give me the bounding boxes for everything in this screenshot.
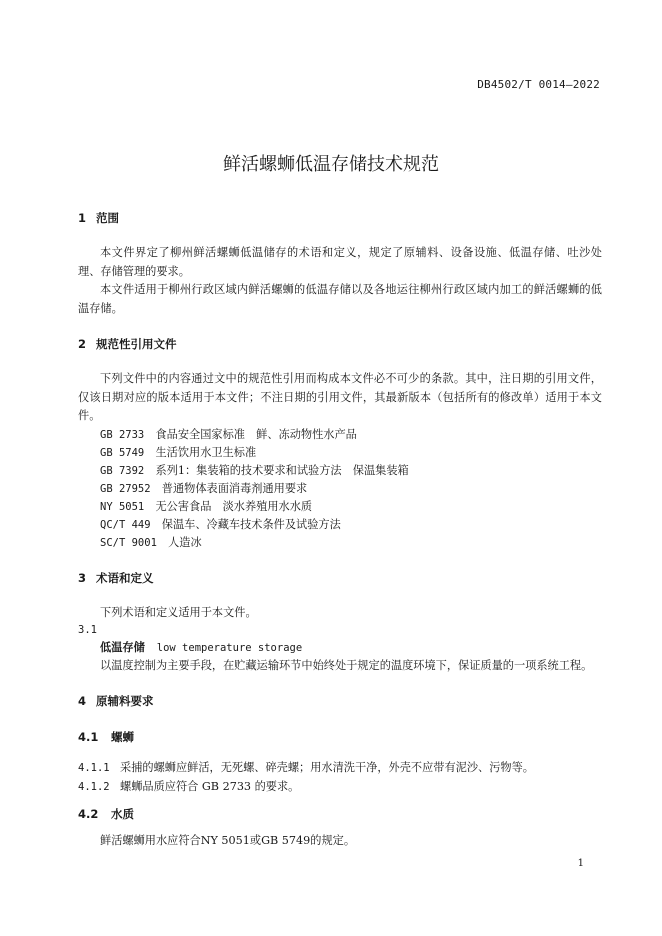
section-heading-normative-references — [78, 334, 602, 354]
section-number: 3 — [78, 570, 87, 585]
clause-number: 4.1.1 — [78, 762, 110, 774]
reference-title: 人造冰 — [168, 535, 202, 549]
subsection-title: 螺蛳 — [111, 730, 134, 744]
reference-item — [78, 516, 602, 534]
term-definition: 以温度控制为主要手段，在贮藏运输环节中始终处于规定的温度环境下，保证质量的一项系统工程。 — [100, 659, 593, 672]
subsection-number: 4.2 — [78, 807, 99, 821]
reference-code: GB 2733 — [100, 428, 145, 441]
term-english: low temperature storage — [156, 642, 303, 654]
paragraph: 下列术语和定义适用于本文件。 — [100, 605, 257, 619]
section-number: 4 — [78, 694, 87, 708]
reference-title: 食品安全国家标准 鲜、冻动物性水产品 — [155, 427, 357, 441]
reference-code: SC/T 9001 — [100, 536, 157, 549]
clause-number: 4.1.2 — [78, 780, 110, 793]
section-title: 原辅料要求 — [96, 694, 154, 708]
page-number: 1 — [577, 858, 584, 869]
subsection-heading-snail — [78, 727, 602, 747]
reference-item — [78, 444, 602, 462]
reference-item — [78, 480, 602, 498]
reference-item — [78, 426, 602, 444]
reference-item — [78, 498, 602, 516]
section-heading-raw-materials — [78, 691, 602, 711]
reference-item — [78, 462, 602, 480]
section-title: 范围 — [96, 211, 119, 225]
section-title: 术语和定义 — [96, 570, 154, 585]
section-heading-scope — [78, 208, 602, 228]
paragraph: 下列文件中的内容通过文中的规范性引用而构成本文件必不可少的条款。其中，注日期的引用文件，仅该日期对应的版本适用于本文件；不注日期的引用文件，其最新版本（包括所有的修改单）适用于本文件。 — [78, 372, 602, 422]
paragraph: 鲜活螺蛳用水应符合NY 5051或GB 5749的规定。 — [100, 834, 356, 847]
clause-text: 采捕的螺蛳应鲜活，无死螺、碎壳螺；用水清洗干净，外壳不应带有泥沙、污物等。 — [120, 761, 534, 774]
subsection-title: 水质 — [111, 807, 134, 821]
paragraph: 本文件适用于柳州行政区域内鲜活螺蛳的低温存储以及各地运往柳州行政区域内加工的鲜活螺蛳的低温存储。 — [78, 283, 602, 315]
paragraph: 本文件界定了柳州鲜活螺蛳低温储存的术语和定义，规定了原辅料、设备设施、低温存储、吐沙处理、存储管理的要求。 — [78, 246, 602, 278]
reference-code: QC/T 449 — [100, 518, 151, 531]
subsection-heading-water-quality — [78, 804, 602, 824]
clause-item — [78, 759, 602, 778]
reference-title: 普通物体表面消毒剂通用要求 — [161, 481, 308, 495]
reference-code: GB 5749 — [100, 446, 145, 459]
reference-title: 系列1：集装箱的技术要求和试验方法 保温集装箱 — [155, 463, 409, 477]
term-chinese: 低温存储 — [100, 641, 145, 654]
reference-title: 无公害食品 淡水养殖用水水质 — [155, 499, 313, 513]
section-number: 2 — [78, 337, 87, 351]
reference-code: GB 7392 — [100, 464, 145, 477]
clause-item — [78, 778, 602, 797]
reference-title: 生活饮用水卫生标准 — [155, 445, 257, 459]
reference-title: 保温车、冷藏车技术条件及试验方法 — [161, 517, 341, 531]
clause-text: 螺蛳品质应符合 GB 2733 的要求。 — [120, 779, 300, 793]
document-code: DB4502/T 0014—2022 — [477, 78, 600, 91]
reference-code: GB 27952 — [100, 482, 151, 495]
document-title: 鲜活螺蛳低温存储技术规范 — [223, 154, 439, 175]
subsection-number: 4.1 — [78, 730, 99, 744]
reference-item — [78, 534, 602, 552]
section-number: 1 — [78, 211, 87, 225]
reference-code: NY 5051 — [100, 500, 145, 513]
reference-list — [78, 426, 602, 552]
term-number: 3.1 — [78, 624, 97, 636]
document-body — [78, 208, 602, 851]
section-title: 规范性引用文件 — [96, 337, 177, 351]
section-heading-terms — [78, 568, 602, 588]
term-entry — [78, 639, 602, 657]
